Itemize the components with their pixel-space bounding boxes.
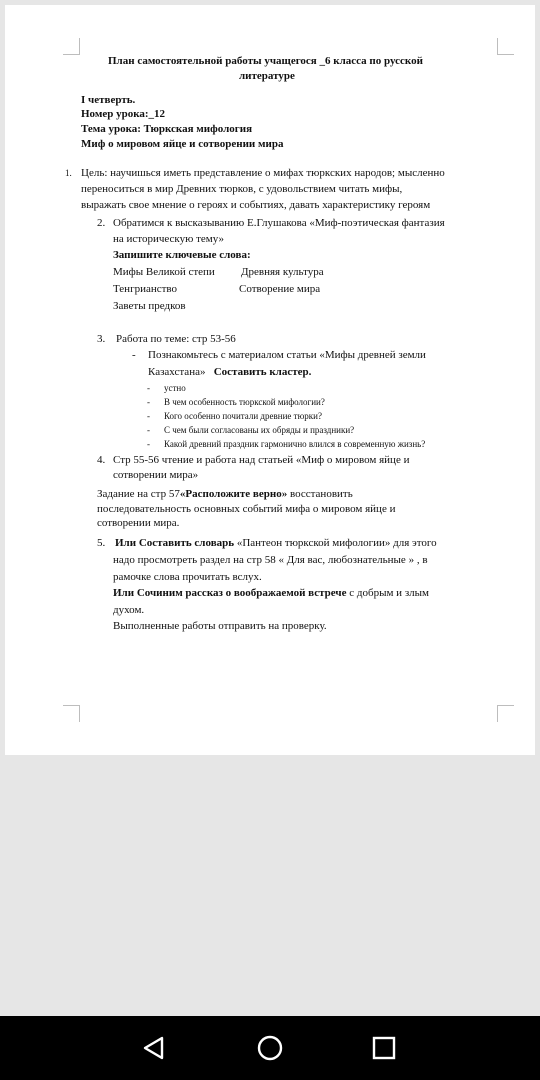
item5-line3: рамочке слова прочитать вслух. — [113, 571, 262, 583]
keyword: Мифы Великой степи — [113, 266, 215, 278]
goal-line3: выражать свое мнение о героях и событиях, давать характеристику героям — [81, 199, 431, 211]
item5-text: «Пантеон тюркской мифологии» для этого — [234, 537, 437, 549]
item3-sub-line2 — [148, 366, 311, 378]
doc-title-line2: литературе — [239, 70, 295, 82]
goal-line1: Цель: научишься иметь представление о мифах тюркских народов; мысленно — [81, 167, 445, 179]
item3-sub-line1: Познакомьтесь с материалом статьи «Мифы древней земли — [148, 349, 426, 361]
system-navigation-bar — [0, 1016, 540, 1080]
page-corner-mark — [497, 705, 514, 722]
item5-bold: Или Сочиним рассказ о воображаемой встрече — [113, 587, 347, 599]
question-item: Какой древний праздник гармонично влился в современную жизнь? — [164, 439, 426, 449]
task-line2: последовательность основных событий мифа о мировом яйце и — [97, 503, 396, 515]
question-item: устно — [164, 383, 186, 393]
item5-line6: Выполненные работы отправить на проверку. — [113, 620, 327, 632]
item5-line2: надо просмотреть раздел на стр 58 « Для вас, любознательные » , в — [113, 554, 428, 566]
task-line3: сотворении мира. — [97, 517, 180, 529]
question-bullet: - — [147, 425, 150, 435]
item3-sub-bold: Составить кластер. — [213, 366, 312, 378]
question-bullet: - — [147, 411, 150, 421]
item4-line2: сотворении мира» — [113, 469, 199, 481]
item-number: 3. — [97, 333, 106, 345]
item-number: 4. — [97, 454, 106, 466]
doc-title-line1: План самостоятельной работы учащегося _6 класса по русской — [108, 55, 423, 67]
question-item: С чем были согласованы их обряды и праздники? — [164, 425, 355, 435]
page-corner-mark — [63, 38, 80, 55]
item3-line1: Работа по теме: стр 53-56 — [116, 333, 236, 345]
item5-bold: Или Составить словарь — [115, 537, 235, 549]
task-line1 — [97, 488, 353, 500]
question-item: В чем особенность тюркской мифологии? — [164, 397, 325, 407]
item5-line5: духом. — [113, 604, 145, 616]
item5-line4 — [113, 587, 429, 599]
lesson-topic-subtitle: Миф о мировом яйце и сотворении мира — [81, 138, 284, 150]
document-page — [5, 5, 535, 755]
back-button[interactable] — [140, 1034, 168, 1062]
page-corner-mark — [497, 38, 514, 55]
keyword: Древняя культура — [241, 266, 324, 278]
keyword: Заветы предков — [113, 300, 186, 312]
page-corner-mark — [63, 705, 80, 722]
item-number: 5. — [97, 537, 106, 549]
recents-button[interactable] — [370, 1034, 398, 1062]
item2-line2: на историческую тему» — [113, 233, 224, 245]
item-number: 2. — [97, 217, 106, 229]
item4-line1: Стр 55-56 чтение и работа над статьей «Миф о мировом яйце и — [113, 454, 410, 466]
recents-square-icon — [370, 1034, 398, 1062]
lesson-topic: Тема урока: Тюркская мифология — [81, 123, 253, 135]
item5-text: с добрым и злым — [346, 587, 429, 599]
home-circle-icon — [256, 1034, 284, 1062]
task-bold: «Расположите верно» — [179, 488, 288, 500]
question-bullet: - — [147, 383, 150, 393]
task-text: восстановить — [287, 488, 353, 500]
item-number: 1. — [65, 168, 72, 178]
goal-line2: переноситься в мир Древних тюрков, с удовольствием читать мифы, — [81, 183, 403, 195]
question-bullet: - — [147, 397, 150, 407]
item2-line1: Обратимся к высказыванию Е.Глушакова «Миф-поэтическая фантазия — [113, 217, 445, 229]
item5-line1 — [115, 537, 437, 549]
back-triangle-icon — [140, 1034, 168, 1062]
home-button[interactable] — [256, 1034, 284, 1062]
quarter: I четверть. — [81, 94, 136, 106]
task-text: Задание на стр 57 — [97, 488, 180, 500]
lesson-number: Номер урока:_12 — [81, 108, 166, 120]
question-item: Кого особенно почитали древние тюрки? — [164, 411, 322, 421]
bullet-dash: - — [132, 349, 136, 361]
question-bullet: - — [147, 439, 150, 449]
keyword: Сотворение мира — [239, 283, 321, 295]
keywords-heading: Запишите ключевые слова: — [113, 249, 251, 261]
item3-sub-text: Казахстана» — [148, 366, 206, 378]
keyword: Тенгрианство — [113, 283, 178, 295]
